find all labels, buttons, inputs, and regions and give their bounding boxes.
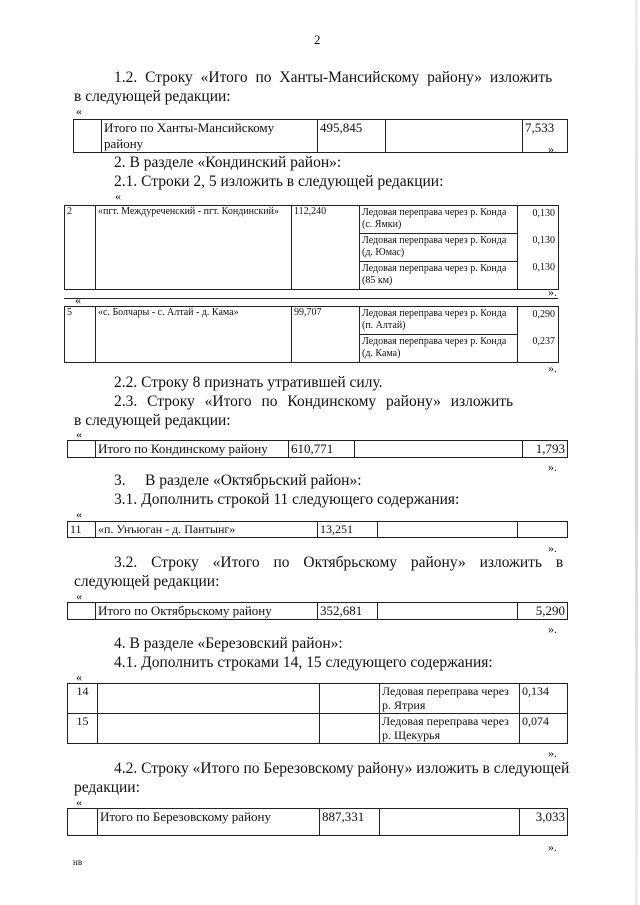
cell-row-number: 15	[68, 714, 98, 744]
value-1: 0,290	[532, 309, 555, 320]
cell-value: 0,134	[520, 684, 568, 714]
value-2: 0,130	[532, 235, 555, 246]
cell-name: Итого по Кондинскому району	[96, 441, 289, 458]
cell-values	[518, 206, 559, 290]
para-1-2-line1: 1.2. Строку «Итого по Ханты-Мансийскому району» изложить	[114, 69, 553, 86]
cell-row-number: 2	[65, 206, 96, 290]
quote-close: ».	[548, 460, 557, 474]
quote-open: «	[75, 293, 81, 307]
quote-close: ».	[548, 840, 557, 854]
para-2-1: 2.1. Строки 2, 5 изложить в следующей редакции:	[114, 173, 444, 190]
cell-values	[518, 307, 559, 363]
cell-empty	[355, 441, 523, 458]
quote-open: «	[115, 189, 121, 203]
cell-empty	[320, 714, 380, 744]
cell-crossings	[360, 307, 518, 363]
cell-crossing: Ледовая переправа через р. Щекурья	[380, 714, 520, 744]
table-konda-row-2	[64, 205, 559, 290]
cell-empty	[378, 603, 518, 620]
quote-close: ».	[548, 746, 557, 760]
cell-crossings	[360, 206, 518, 290]
para-2-3-line1: 2.3. Строку «Итого по Кондинскому району» изложить	[114, 393, 514, 410]
quote-open: «	[76, 589, 82, 603]
cell-value: 7,533	[523, 120, 568, 153]
quote-open: «	[76, 670, 82, 684]
cell-row-number: 14	[68, 684, 98, 714]
table-konda-row-5	[64, 306, 559, 363]
para-3-2-line1: 3.2. Строку «Итого по Октябрьскому району» изложить в	[114, 554, 564, 571]
table-oktyabr-row-11	[67, 521, 568, 538]
quote-open: «	[76, 104, 82, 118]
cell-name: «п. Унъюган - д. Пантынг»	[96, 522, 318, 538]
table-berezov-rows	[67, 683, 568, 744]
cell-empty	[74, 120, 102, 153]
para-2: 2. В разделе «Кондинский район»:	[114, 154, 342, 171]
cell-length: 99,707	[292, 307, 360, 363]
table-berezov-total	[67, 808, 568, 836]
footer-initials: нв	[73, 857, 83, 867]
value-2: 0,237	[532, 336, 555, 347]
cell-empty	[320, 684, 380, 714]
cell-empty	[98, 714, 320, 744]
cell-empty	[68, 441, 96, 458]
para-4-2-line1: 4.2. Строку «Итого по Березовскому району» изложить в следующей	[114, 760, 570, 777]
cell-name: Итого по Березовскому району	[98, 809, 320, 836]
crossing-2: Ледовая переправа через р. Конда (д. Кама)	[362, 336, 507, 359]
crossing-1: Ледовая переправа через р. Конда (п. Алтай)	[360, 307, 517, 335]
cell-name: Итого по Октябрьскому району	[96, 603, 318, 620]
crossing-1: Ледовая переправа через р. Конда (с. Ямки)	[360, 206, 517, 234]
crossing-3: Ледовая переправа через р. Конда (85 км)	[362, 263, 507, 286]
para-4: 4. В разделе «Березовский район»:	[114, 635, 343, 652]
cell-empty	[68, 603, 96, 620]
cell-value: 3,033	[520, 809, 568, 836]
quote-close: ».	[548, 142, 557, 156]
cell-name: «пгт. Междуреченский - пгт. Кондинский»	[96, 206, 292, 290]
para-4-2-line2: редакции:	[74, 779, 140, 796]
cell-length: 887,331	[320, 809, 380, 836]
quote-close: ».	[548, 541, 557, 555]
quote-open: «	[76, 507, 82, 521]
para-2-3-line2: в следующей редакции:	[74, 412, 231, 429]
page-number: 2	[314, 32, 321, 47]
divider	[64, 298, 558, 299]
cell-length: 610,771	[289, 441, 355, 458]
quote-open: «	[76, 795, 82, 809]
cell-empty	[518, 522, 568, 538]
table-khanty-total	[73, 119, 568, 156]
table-konda-total	[67, 440, 568, 458]
cell-name: Итого по Ханты-Мансийскому району	[102, 120, 318, 153]
cell-value: 5,290	[518, 603, 568, 620]
cell-length: 352,681	[318, 603, 378, 620]
cell-name: «с. Болчары - с. Алтай - д. Кама»	[96, 307, 292, 363]
scan-edge	[635, 0, 638, 905]
cell-empty	[386, 120, 523, 153]
cell-row-number: 11	[68, 522, 96, 538]
para-3-2-line2: следующей редакции:	[74, 573, 220, 590]
cell-empty	[98, 684, 320, 714]
value-1: 0,130	[532, 208, 555, 219]
cell-length: 495,845	[318, 120, 386, 153]
cell-value: 1,793	[523, 441, 568, 458]
cell-length: 112,240	[292, 206, 360, 290]
crossing-2: Ледовая переправа через р. Конда (д. Юмас)	[360, 234, 517, 262]
cell-value: 0,074	[520, 714, 568, 744]
table-oktyabr-total	[67, 602, 568, 620]
cell-row-number: 5	[65, 307, 96, 363]
para-2-2: 2.2. Строку 8 признать утратившей силу.	[114, 374, 383, 391]
cell-crossing: Ледовая переправа через р. Ятрия	[380, 684, 520, 714]
cell-length: 13,251	[318, 522, 378, 538]
cell-empty	[68, 809, 98, 836]
para-1-2-line2: в следующей редакции:	[74, 88, 231, 105]
quote-close: ».	[548, 622, 557, 636]
quote-open: «	[76, 427, 82, 441]
cell-empty	[378, 522, 518, 538]
value-3: 0,130	[532, 262, 555, 273]
quote-close: ».	[548, 361, 557, 375]
para-3: 3. В разделе «Октябрьский район»:	[114, 472, 362, 489]
quote-close: ».	[548, 285, 557, 299]
para-3-1: 3.1. Дополнить строкой 11 следующего содержания:	[114, 491, 460, 508]
para-4-1: 4.1. Дополнить строками 14, 15 следующего содержания:	[114, 654, 493, 671]
cell-empty	[380, 809, 520, 836]
